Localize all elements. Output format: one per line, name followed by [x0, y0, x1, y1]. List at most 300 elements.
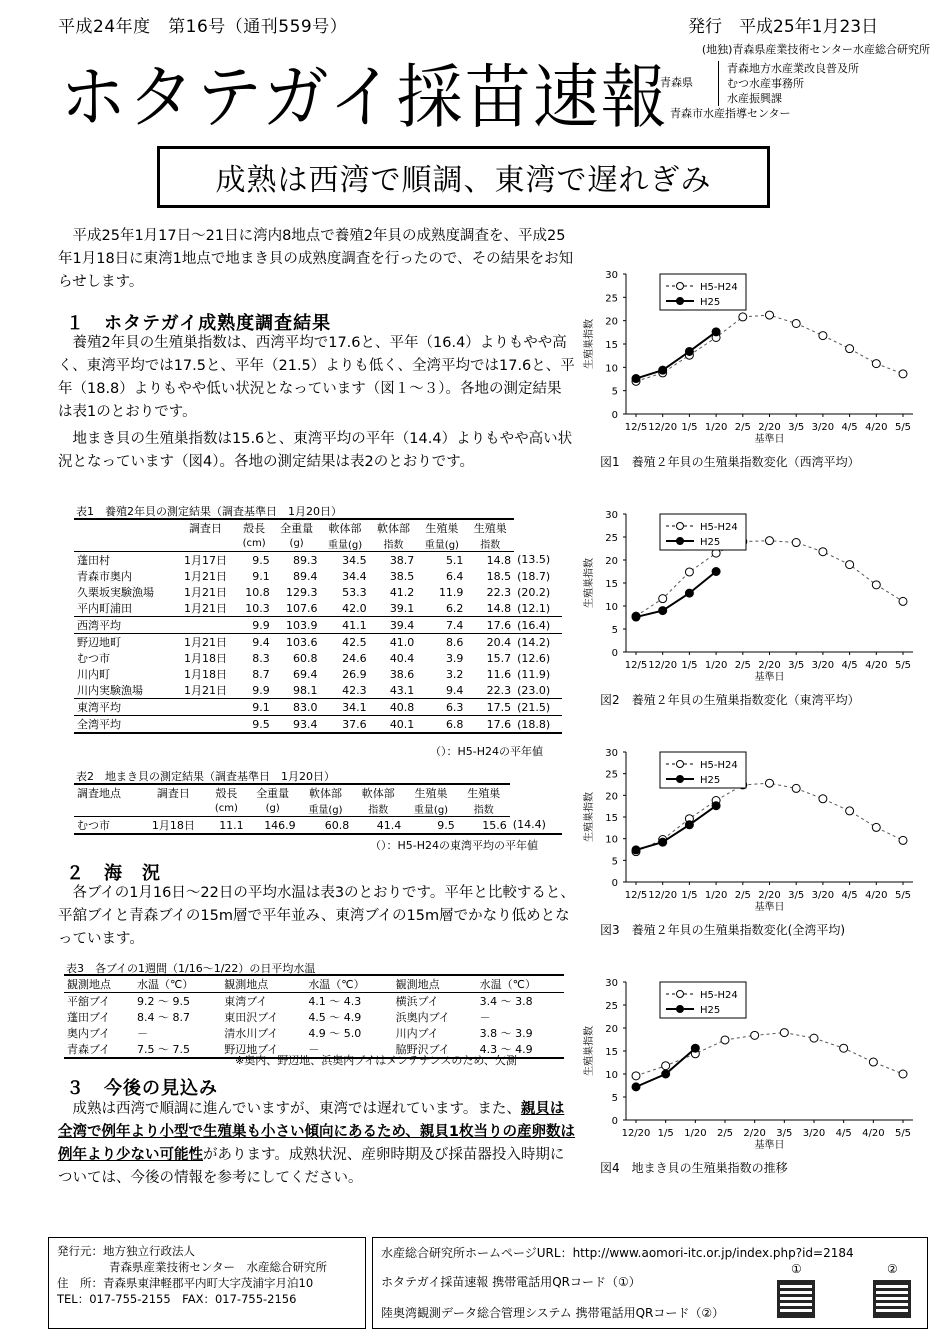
y-tick-label: 20	[605, 1024, 618, 1035]
table3	[64, 974, 564, 1059]
data-point	[632, 1083, 640, 1091]
publisher-block	[660, 42, 930, 121]
table1-header-row	[74, 519, 562, 536]
table-cell: (20.2)	[517, 585, 551, 599]
table2	[74, 783, 562, 835]
table-cell: 11.6	[486, 667, 512, 681]
headline-text: 成熟は西湾で順調、東湾で遅れぎみ	[215, 163, 712, 198]
data-point	[872, 360, 880, 368]
table-cell: 6.3	[417, 699, 466, 716]
table-cell: 野辺地町	[77, 636, 121, 649]
qr1-number: ①	[791, 1262, 802, 1276]
table-cell: 146.9	[247, 817, 299, 835]
series-line-current	[636, 806, 716, 850]
issue-date: 発行 平成25年1月23日	[688, 17, 879, 37]
table1-caption: 表1 養殖2年貝の測定結果（調査基準日 1月20日）	[76, 505, 342, 518]
x-tick-label: 2/20	[743, 1128, 766, 1139]
table-cell: 1月21日	[184, 586, 227, 599]
data-point	[632, 375, 640, 383]
table-cell: 西湾平均	[74, 617, 176, 634]
data-point	[739, 313, 747, 321]
y-tick-label: 10	[605, 363, 618, 375]
table-cell: 指数	[458, 801, 510, 817]
table-cell	[74, 519, 176, 536]
table-cell: 指数	[466, 536, 514, 552]
y-tick-label: 30	[605, 978, 618, 989]
table-cell: 7.4	[417, 617, 466, 634]
x-tick-label: 1/5	[681, 422, 698, 433]
table-cell: 41.1	[320, 617, 369, 634]
data-point	[662, 1070, 670, 1078]
legend-label: H25	[700, 297, 721, 308]
table-cell: (12.1)	[517, 601, 551, 615]
masthead-title: ホタテガイ採苗速報	[60, 57, 669, 138]
table-cell: 全湾平均	[74, 716, 176, 734]
x-tick-label: 4/5	[841, 422, 858, 433]
footer-qr1-label: ホタテガイ採苗速報 携帯電話用QRコード（①）	[381, 1275, 641, 1289]
x-tick-label: 2/20	[758, 660, 781, 671]
table-cell: 69.4	[292, 667, 318, 681]
table-cell: 9.5	[235, 716, 272, 734]
table-cell: 41.0	[389, 635, 415, 649]
section3-title: ３ 今後の見込み	[66, 1078, 218, 1099]
table-cell	[176, 536, 236, 552]
table-row	[74, 552, 562, 569]
table-cell: 40.1	[370, 716, 418, 734]
x-tick-label: 3/5	[776, 1128, 793, 1139]
footer-links	[372, 1237, 928, 1329]
table-cell: 4.1 ～ 4.3	[308, 995, 362, 1008]
data-point	[846, 561, 854, 569]
data-point	[659, 595, 667, 603]
table-cell: 1月18日	[184, 652, 227, 665]
chart-caption: 図1 養殖２年貝の生殖巣指数変化（西湾平均）	[600, 455, 860, 469]
x-tick-label: 3/20	[802, 1128, 826, 1139]
table-cell: 60.8	[292, 651, 318, 665]
table-cell: 川内町	[77, 668, 110, 681]
table-cell: 1月21日	[184, 636, 227, 649]
footer-publisher	[48, 1237, 366, 1329]
table-cell: 89.4	[292, 569, 318, 583]
table-cell: 軟体部	[370, 519, 418, 536]
section3-emphasis: 親貝は全湾で例年より小型で生殖巣も小さい傾向にあるため、親貝1枚当りの産卵数は例年より少ない可能性	[58, 1101, 576, 1163]
series-line-current	[636, 572, 716, 618]
x-tick-label: 12/5	[624, 422, 648, 433]
y-tick-label: 30	[605, 510, 618, 521]
x-tick-label: 1/20	[704, 890, 728, 901]
table-cell: 1月21日	[184, 570, 227, 583]
table-cell: 9.5	[252, 553, 270, 567]
data-point	[712, 568, 720, 576]
table-cell: 8.4 ～ 8.7	[137, 1011, 190, 1024]
data-point	[712, 802, 720, 810]
table1-header-row	[74, 536, 562, 552]
data-point	[685, 568, 693, 576]
table-cell: 平舘ブイ	[67, 995, 111, 1008]
table1-all-average	[74, 716, 562, 734]
table-cell: 重量(g)	[404, 801, 458, 817]
table-cell: 103.9	[273, 617, 321, 634]
legend-marker	[677, 776, 684, 783]
table-cell: 34.5	[342, 553, 367, 567]
table-cell: むつ市	[77, 652, 110, 665]
table-cell: 浜奥内ブイ	[395, 1011, 450, 1024]
y-tick-label: 30	[605, 270, 618, 281]
table-cell: 調査日	[176, 519, 236, 536]
table-cell: －	[137, 1027, 148, 1040]
data-point	[810, 1034, 818, 1042]
data-point	[766, 311, 774, 319]
data-point	[819, 332, 827, 340]
table-cell: 1月18日	[184, 668, 227, 681]
data-point	[691, 1044, 699, 1052]
y-tick-label: 10	[605, 1070, 618, 1081]
legend-label: H25	[700, 775, 721, 786]
data-point	[659, 366, 667, 374]
footer-institute: 青森県産業技術センター 水産総合研究所	[109, 1260, 328, 1274]
section1-paragraph2: 地まき貝の生殖巣指数は15.6と、東湾平均の平年（14.4）よりもやや高い状況となっています（図4）。各地の測定結果は表2のとおりです。	[58, 431, 573, 470]
table-cell: 3.9	[445, 651, 464, 665]
table-cell: 1月21日	[184, 684, 227, 697]
footer-contact: TEL：017-755-2155 FAX：017-755-2156	[57, 1292, 297, 1306]
table-cell: (14.2)	[517, 635, 551, 649]
y-tick-label: 20	[605, 556, 618, 567]
y-tick-label: 15	[605, 340, 618, 351]
table-cell: 17.6	[466, 617, 514, 634]
table-cell: 22.3	[486, 683, 512, 697]
data-point	[632, 613, 640, 621]
table-cell: (g)	[247, 801, 299, 817]
x-tick-label: 3/5	[788, 422, 805, 433]
table-cell: 26.9	[342, 667, 367, 681]
y-tick-label: 20	[605, 316, 618, 328]
org-pref: 青森県	[660, 76, 693, 89]
footer-publisher-label: 発行元：地方独立行政法人	[57, 1244, 195, 1258]
table-cell	[74, 536, 176, 552]
x-tick-label: 12/5	[624, 660, 648, 671]
data-point	[869, 1058, 877, 1066]
table-cell: 107.6	[285, 601, 318, 615]
table-cell: 42.5	[342, 635, 367, 649]
table-cell: 9.4	[445, 683, 464, 697]
table-cell: 9.1	[235, 699, 272, 716]
legend-label: H5-H24	[700, 522, 738, 533]
table-cell: 久栗坂実験漁場	[77, 586, 154, 599]
table-cell: (23.0)	[517, 683, 551, 697]
section3-text-a: 成熟は西湾で順調に進んでいますが、東湾では遅れています。また、	[58, 1101, 521, 1117]
table-cell: 1月18日	[141, 817, 206, 835]
table2-caption: 表2 地まき貝の測定結果（調査基準日 1月20日）	[76, 770, 335, 783]
org-mutsu: むつ水産事務所	[727, 77, 804, 90]
y-tick-label: 25	[605, 533, 618, 544]
table-row	[74, 600, 562, 617]
table-cell: 14.8	[486, 601, 512, 615]
table2-header-row	[74, 784, 562, 801]
table-cell: 98.1	[292, 683, 318, 697]
table-cell: 17.5	[466, 699, 514, 716]
chart-caption: 図4 地まき貝の生殖巣指数の推移	[600, 1161, 788, 1175]
table-cell: 生殖巣	[404, 784, 458, 801]
table-cell: 5.1	[445, 553, 464, 567]
data-point	[766, 537, 774, 545]
x-tick-label: 2/5	[734, 660, 751, 671]
table2-note: （）：H5-H24の東湾平均の平年値	[370, 839, 539, 852]
data-point	[792, 784, 800, 792]
table-cell	[176, 699, 236, 716]
chart-wild-scallop	[578, 970, 928, 1178]
data-point	[872, 823, 880, 831]
table-cell: (g)	[273, 536, 321, 552]
data-point	[872, 581, 880, 589]
table-cell: 9.2 ～ 9.5	[137, 995, 190, 1008]
legend-marker	[677, 283, 684, 290]
x-tick-label: 1/5	[657, 1128, 674, 1139]
table-cell: 指数	[370, 536, 418, 552]
y-tick-label: 0	[611, 648, 618, 659]
table1-note: （）：H5-H24の平年値	[430, 745, 544, 758]
chart-whole-bay	[578, 740, 928, 940]
x-tick-label: 2/5	[734, 422, 751, 433]
section1-paragraph1: 養殖2年貝の生殖巣指数は、西湾平均で17.6と、平年（16.4）よりもやや高く、東湾平均では17.5と、平年（21.5）よりも低く、全湾平均では17.6と、平年（18.8）よりもやや低い状況となっています（図１～３）。各地の測定結果は表1のとおりです。	[58, 335, 575, 420]
section2-paragraph: 各ブイの1月16日～22日の平均水温は表3のとおりです。平年と比較すると、平舘ブイと青森ブイの15m層で平年並み、東湾ブイの15m層でかなり低めとなっています。	[58, 885, 575, 947]
table-cell: 観測地点	[393, 975, 477, 993]
y-tick-label: 15	[605, 813, 618, 824]
table-cell: 17.6	[466, 716, 514, 734]
table-cell: 1月17日	[184, 554, 227, 567]
data-point	[685, 347, 693, 355]
table-cell: 8.7	[252, 667, 270, 681]
data-point	[819, 548, 827, 556]
table-cell: 3.2	[445, 667, 464, 681]
legend-marker	[677, 991, 684, 998]
y-tick-label: 30	[605, 748, 618, 759]
table-cell: 重量(g)	[299, 801, 353, 817]
data-point	[632, 846, 640, 854]
table-cell: 129.3	[285, 585, 318, 599]
table-cell	[74, 801, 141, 817]
table-cell: 蓬田村	[77, 554, 110, 567]
chart-caption: 図3 養殖２年貝の生殖巣指数変化(全湾平均)	[600, 923, 845, 937]
y-tick-label: 5	[611, 386, 618, 398]
table-cell: 8.3	[252, 651, 270, 665]
table-cell: 全重量	[273, 519, 321, 536]
table-cell: 38.5	[389, 569, 415, 583]
data-point	[712, 328, 720, 336]
table-cell: 34.4	[342, 569, 367, 583]
table-cell: (cm)	[235, 536, 272, 552]
data-point	[632, 1072, 640, 1080]
x-axis-label: 基準日	[754, 434, 785, 445]
data-point	[662, 1062, 670, 1070]
table-cell: 青森市奥内	[77, 570, 132, 583]
table-cell: 観測地点	[221, 975, 305, 993]
footer-url[interactable]: 水産総合研究所ホームページURL：http://www.aomori-itc.or.jp/index.php?id=2184	[381, 1246, 854, 1260]
x-tick-label: 4/5	[841, 890, 858, 901]
legend-label: H25	[700, 537, 721, 548]
data-point	[792, 539, 800, 547]
y-tick-label: 15	[605, 579, 618, 590]
x-tick-label: 3/5	[788, 660, 805, 671]
table-cell: 9.9	[252, 683, 270, 697]
table-cell: 水温（℃）	[477, 975, 564, 993]
table-cell: 8.6	[445, 635, 464, 649]
issue-number: 平成24年度 第16号（通刊559号）	[58, 17, 348, 37]
qr-code-2-icon[interactable]	[873, 1280, 911, 1318]
table-cell: 調査地点	[74, 784, 141, 801]
qr-code-1-icon[interactable]	[777, 1280, 815, 1318]
table-cell: 調査日	[141, 784, 206, 801]
org-city: 青森市水産指導センター	[670, 107, 791, 120]
table-cell: 平内町浦田	[77, 602, 132, 615]
table-cell: 東田沢ブイ	[224, 1011, 279, 1024]
series-line-current	[636, 332, 716, 379]
data-point	[899, 836, 907, 844]
y-tick-label: 10	[605, 602, 618, 613]
table-cell: 11.9	[438, 585, 464, 599]
table-cell: 脇野沢ブイ	[393, 1041, 477, 1058]
legend-marker	[677, 1006, 684, 1013]
table-cell: (13.5)	[517, 553, 551, 567]
table-cell: 3.4 ～ 3.8	[479, 995, 533, 1008]
table3-caption: 表3 各ブイの1週間（1/16～1/22）の日平均水温	[66, 962, 316, 975]
table-cell: 6.4	[445, 569, 464, 583]
table-cell: 重量(g)	[320, 536, 369, 552]
table-cell: －	[479, 1011, 491, 1024]
x-tick-label: 4/20	[865, 422, 888, 433]
x-tick-label: 12/20	[648, 890, 678, 901]
table-cell: 42.3	[342, 683, 367, 697]
legend-marker	[677, 298, 684, 305]
table-row	[74, 584, 562, 600]
table-cell: 38.7	[389, 553, 415, 567]
legend-label: H5-H24	[700, 990, 738, 1001]
qr2-number: ②	[887, 1262, 898, 1276]
table-cell: 18.5	[486, 569, 512, 583]
x-tick-label: 1/20	[704, 422, 728, 433]
table-cell: 39.1	[389, 601, 415, 615]
x-tick-label: 1/5	[681, 890, 698, 901]
table2-header-row	[74, 801, 562, 817]
x-tick-label: 12/20	[648, 422, 678, 433]
x-tick-label: 5/5	[894, 890, 912, 901]
table1-east-average	[74, 699, 562, 716]
table3-note: ※奥内、野辺地、浜奥内ブイはメンテナンスのため、欠測	[235, 1054, 517, 1067]
x-tick-label: 2/5	[716, 1128, 734, 1139]
org-fisheries: 水産振興課	[727, 92, 782, 105]
series-line-normal	[636, 315, 903, 381]
table-cell: 93.4	[273, 716, 321, 734]
data-point	[846, 807, 854, 815]
intro-paragraph: 平成25年1月17日～21日に湾内8地点で養殖2年貝の成熟度調査を、平成25年1月18日に東湾1地点で地まき貝の成熟度調査を行ったので、その結果をお知らせします。	[58, 228, 574, 290]
table-cell: 東湾ブイ	[224, 995, 268, 1008]
table-row	[74, 634, 562, 651]
table-cell: 奥内ブイ	[67, 1027, 111, 1040]
table-row	[64, 1009, 564, 1025]
x-tick-label: 3/20	[811, 890, 835, 901]
x-tick-label: 2/5	[734, 890, 751, 901]
data-point	[685, 821, 693, 829]
table-cell: 1月21日	[184, 602, 227, 615]
chart-west-bay	[578, 262, 928, 472]
legend-marker	[677, 538, 684, 545]
footer-address: 住 所：青森県東津軽郡平内町大字茂浦字月泊10	[57, 1276, 314, 1290]
table-cell: 11.1	[206, 817, 247, 835]
table-cell: 6.2	[445, 601, 464, 615]
table-cell: (12.6)	[517, 651, 551, 665]
table-cell: (cm)	[206, 801, 247, 817]
y-tick-label: 10	[605, 834, 618, 846]
table-cell: 軟体部	[299, 784, 353, 801]
table-cell: 40.4	[389, 651, 415, 665]
data-point	[846, 345, 854, 353]
x-axis-label: 基準日	[754, 1140, 785, 1151]
table-cell: 22.3	[486, 585, 512, 599]
y-tick-label: 0	[611, 410, 618, 421]
y-tick-label: 5	[611, 625, 618, 636]
table-cell: 4.3 ～ 4.9	[477, 1041, 564, 1058]
table-cell: (18.7)	[517, 569, 551, 583]
legend-label: H5-H24	[700, 760, 738, 771]
x-tick-label: 5/5	[894, 1128, 912, 1139]
y-axis-label: 生殖巣指数	[584, 792, 595, 842]
x-tick-label: 1/20	[684, 1128, 707, 1139]
table-cell: 40.8	[370, 699, 418, 716]
x-tick-label: 4/5	[841, 660, 858, 671]
x-tick-label: 3/5	[788, 890, 805, 901]
y-tick-label: 20	[605, 791, 618, 803]
x-tick-label: 3/20	[811, 660, 835, 671]
table-cell: 指数	[352, 801, 404, 817]
table-cell: 観測地点	[64, 975, 134, 993]
y-tick-label: 5	[611, 856, 618, 868]
x-tick-label: 12/5	[624, 890, 648, 901]
table-cell: 重量(g)	[417, 536, 466, 552]
table-cell: 殻長	[206, 784, 247, 801]
table-cell: 軟体部	[352, 784, 404, 801]
table-cell: 水温（℃）	[134, 975, 221, 993]
table-cell: 43.1	[389, 683, 415, 697]
table-cell: (18.8)	[514, 716, 562, 734]
table-cell	[176, 716, 236, 734]
section1-title: １ ホタテガイ成熟度調査結果	[66, 313, 332, 334]
table-cell: 東湾平均	[74, 699, 176, 716]
table-cell: 37.6	[320, 716, 369, 734]
y-tick-label: 5	[611, 1093, 618, 1104]
table-cell: 38.6	[389, 667, 415, 681]
x-tick-label: 1/5	[681, 660, 698, 671]
table-cell: 殻長	[235, 519, 272, 536]
data-point	[721, 1036, 729, 1044]
y-tick-label: 25	[605, 769, 618, 781]
x-tick-label: 2/20	[758, 890, 781, 901]
table-cell: 14.8	[486, 553, 512, 567]
table-cell: 60.8	[299, 817, 353, 835]
x-tick-label: 3/20	[811, 422, 835, 433]
x-tick-label: 5/5	[894, 422, 912, 433]
series-line-normal	[636, 783, 903, 851]
table-cell: 83.0	[273, 699, 321, 716]
x-tick-label: 4/20	[865, 890, 888, 901]
section3-text-b: があります。成熟状況、産卵時期及び採苗器投入時期については、今後の情報を参考にしてください。	[58, 1147, 565, 1186]
table-cell: 41.4	[352, 817, 404, 835]
table-cell: －	[305, 1041, 392, 1058]
table-cell: 10.8	[245, 585, 270, 599]
legend-marker	[677, 523, 684, 530]
table-cell: 野辺地ブイ	[221, 1041, 305, 1058]
y-tick-label: 15	[605, 1047, 618, 1058]
x-tick-label: 4/20	[862, 1128, 885, 1139]
table-cell: 3.8 ～ 3.9	[479, 1027, 533, 1040]
